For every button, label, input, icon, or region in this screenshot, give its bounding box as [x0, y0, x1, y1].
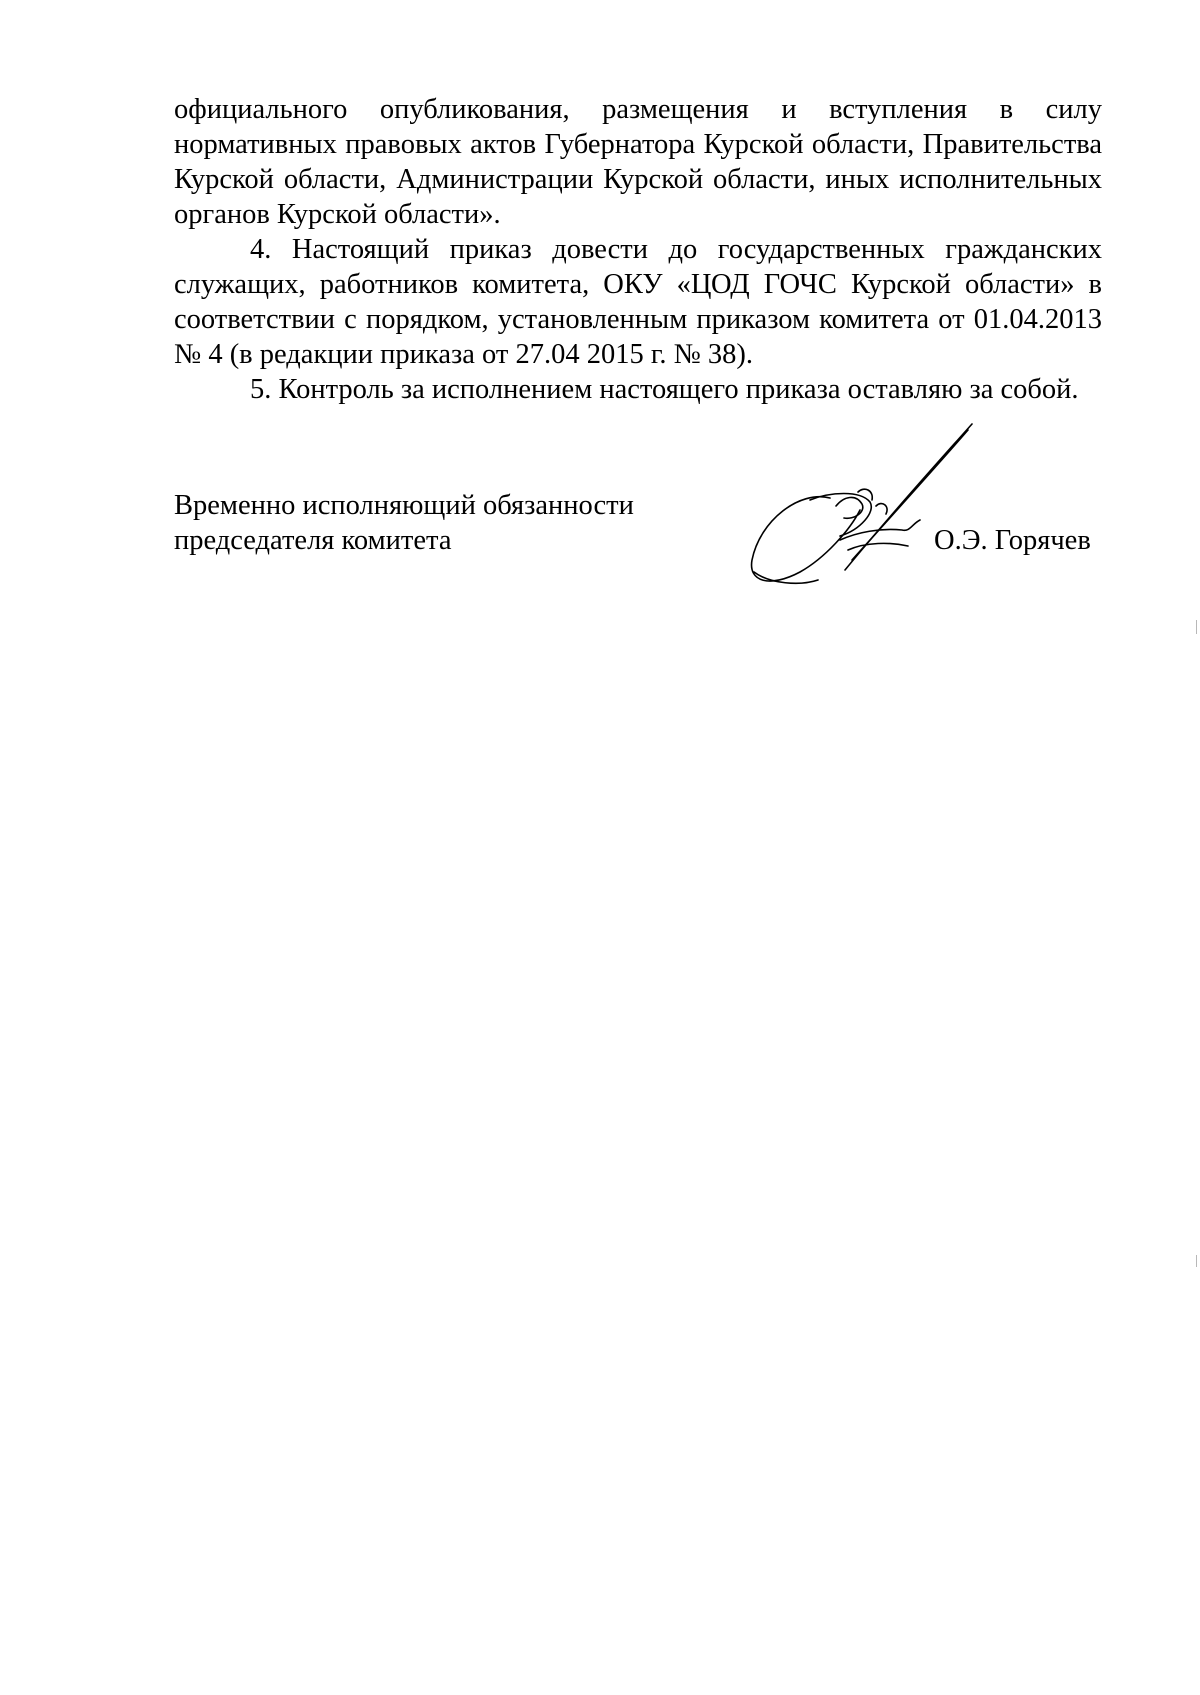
- signatory-position-line-1: Временно исполняющий обязанности: [174, 490, 634, 521]
- signatory-position: [174, 488, 634, 558]
- scan-edge-mark: [1196, 620, 1197, 634]
- signatory-name: О.Э. Горячев: [934, 525, 1091, 556]
- document-body: [174, 92, 1102, 407]
- scan-edge-mark: [1196, 1255, 1197, 1267]
- handwritten-signature: [740, 420, 980, 600]
- paragraph-item-4: 4. Настоящий приказ довести до государственных гражданских служащих, работников комитета, ОКУ «ЦОД ГОЧС Курской области» в соответствии с порядком, установленным приказом комитета от 01.04.2013 № 4 (в редакции приказа от 27.04 2015 г. № 38).: [174, 234, 1102, 370]
- signatory-position-line-2: председателя комитета: [174, 525, 452, 556]
- paragraph-continuation: официального опубликования, размещения и вступления в силу нормативных правовых актов Губернатора Курской области, Правительства Курской области, Администрации Курской области, иных исполнительных органов Курской области».: [174, 94, 1102, 230]
- paragraph-item-5: 5. Контроль за исполнением настоящего приказа оставляю за собой.: [250, 374, 1079, 405]
